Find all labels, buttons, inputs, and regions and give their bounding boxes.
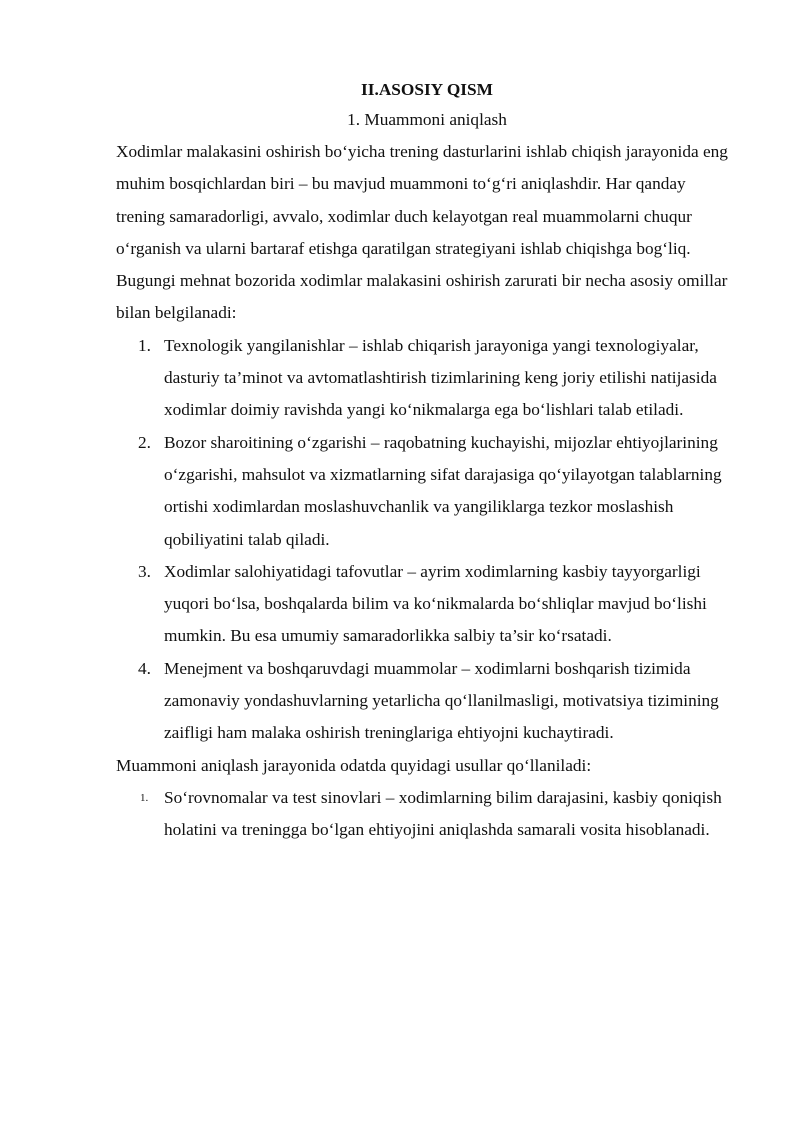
factor-item [116,330,738,427]
methods-list [116,782,738,847]
factor-number: 4. [138,658,151,678]
factor-item [116,653,738,750]
method-text: So‘rovnomalar va test sinovlari – xodimlarning bilim darajasini, kasbiy qoniqish holatini va treningga bo‘lgan ehtiyojini aniqlashda samarali vosita hisoblanadi. [164,787,722,840]
factor-text: Menejment va boshqaruvdagi muammolar – xodimlarni boshqarish tizimida zamonaviy yondashuvlarning yetarlicha qo‘llanilmasligi, motivatsiya tizimining zaifligi ham malaka oshirish treninglariga ehtiyojni kuchaytiradi. [164,658,719,743]
factor-number: 2. [138,432,151,452]
section-subheading: 1. Muammoni aniqlash [347,110,507,129]
factor-text: Bozor sharoitining o‘zgarishi – raqobatning kuchayishi, mijozlar ehtiyojlarining o‘zgarishi, mahsulot va xizmatlarning sifat darajasiga qo‘yilayotgan talablarning ortishi xodimlardan moslashuvchanlik va yangiliklarga tezkor moslashish qobiliyatini talab qiladi. [164,432,722,549]
document-content [116,74,738,847]
intro-paragraph: Xodimlar malakasini oshirish bo‘yicha trening dasturlarini ishlab chiqish jarayonida eng muhim bosqichlardan biri – bu mavjud muammoni to‘g‘ri aniqlashdir. Har qanday trening samaradorligi, avvalo, xodimlar duch kelayotgan real muammolarni chuqur o‘rganish va ularni bartaraf etishga qaratilgan strategiyani ishlab chiqishga bog‘liq. [116,142,728,258]
method-number: 1. [140,791,149,804]
section-heading: II.ASOSIY QISM [361,80,493,99]
factors-intro-paragraph: Bugungi mehnat bozorida xodimlar malakasini oshirish zarurati bir necha asosiy omillar bilan belgilanadi: [116,271,728,323]
methods-intro-paragraph: Muammoni aniqlash jarayonida odatda quyidagi usullar qo‘llaniladi: [116,755,592,775]
factors-list [116,330,738,750]
factor-number: 1. [138,335,151,355]
factor-text: Xodimlar salohiyatidagi tafovutlar – ayrim xodimlarning kasbiy tayyorgarligi yuqori bo‘lsa, boshqalarda bilim va ko‘nikmalarda bo‘shliqlar mavjud bo‘lishi mumkin. Bu esa umumiy samaradorlikka salbiy ta’sir ko‘rsatadi. [164,561,707,646]
factor-item [116,427,738,556]
method-item [116,782,738,847]
factor-number: 3. [138,561,151,581]
factor-item [116,556,738,653]
factor-text: Texnologik yangilanishlar – ishlab chiqarish jarayoniga yangi texnologiyalar, dasturiy ta’minot va avtomatlashtirish tizimlarining keng joriy etilishi natijasida xodimlar doimiy ravishda yangi ko‘nikmalarga ega bo‘lishlari talab etiladi. [164,335,717,420]
